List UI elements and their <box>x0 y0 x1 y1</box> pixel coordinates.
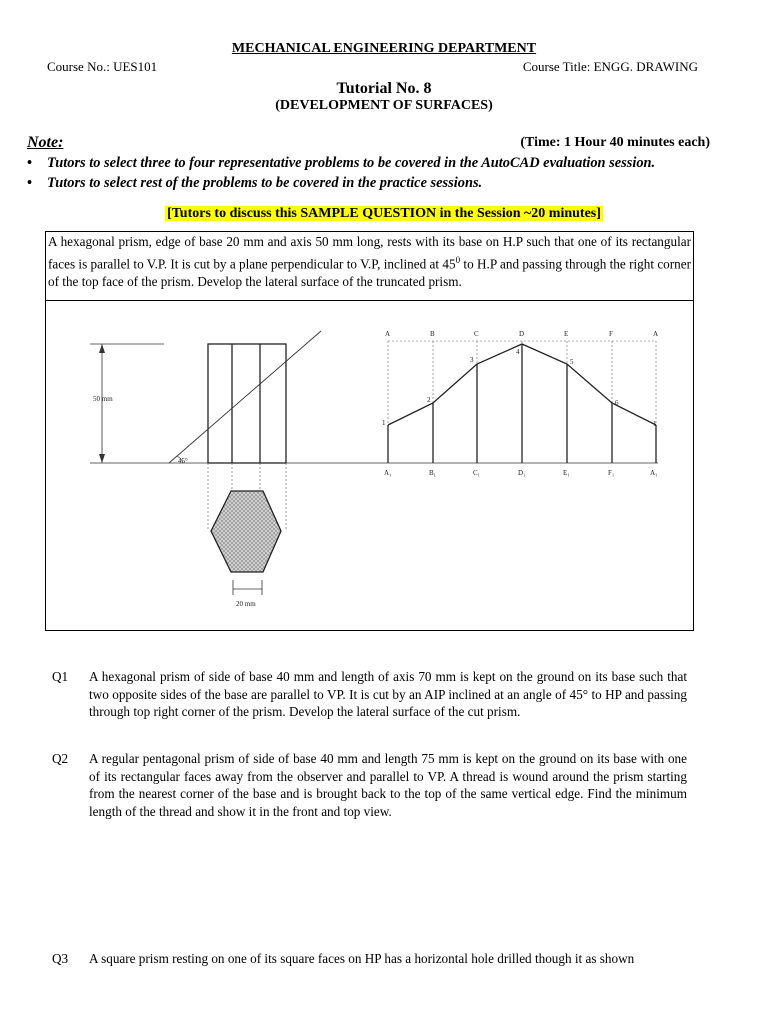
label-C: C <box>474 330 479 338</box>
question-text: A hexagonal prism of side of base 40 mm and length of axis 70 mm is kept on the ground on its base such that two opposite sides of the base are parallel to VP. It is cut by an AIP inclined at an angle of 45° to HP and passing through top right corner of the prism. Develop the lateral surface of the cut prism. <box>89 669 687 719</box>
question-text: A square prism resting on one of its square faces on HP has a horizontal hole drilled though it as shown <box>89 951 635 966</box>
note-bullet-text: Tutors to select rest of the problems to be covered in the practice sessions. <box>47 175 483 191</box>
degree-superscript: 0 <box>455 255 461 265</box>
label-E1: E₁ <box>563 469 570 477</box>
label-B: B <box>430 330 435 338</box>
point-5: 5 <box>570 358 574 366</box>
question-number: Q1 <box>52 669 69 684</box>
label-A1: A₁ <box>384 469 392 477</box>
course-number: Course No.: UES101 <box>47 59 158 74</box>
edge-dimension <box>233 580 262 608</box>
point-1: 1 <box>382 419 386 427</box>
point-2: 2 <box>427 396 431 404</box>
label-F: F <box>609 330 613 338</box>
question-text: A regular pentagonal prism of side of base 40 mm and length 75 mm is kept on the ground on its base with one of its rectangular faces away from the observer and parallel to VP. A thread is wound around the prism starting from the nearest corner of the base and is brought back to the top of the same vertical edge. Find the minimum length of the thread and show it in the front and top view. <box>89 751 687 819</box>
question-number: Q2 <box>52 751 69 766</box>
tutorial-subtitle: (DEVELOPMENT OF SURFACES) <box>275 98 493 113</box>
front-view <box>169 331 321 465</box>
top-view-hexagon <box>211 491 281 572</box>
sample-text-part: A hexagonal prism, edge of base 20 mm and axis 50 mm long, rests with its base on H.P such that one of its rectangular faces is parallel to V.P. It is cut by a plane perpendicular to V.P, inclined at 45 <box>48 234 691 272</box>
point-1-end: 1 <box>653 420 657 428</box>
edge-dim-label: 20 mm <box>236 600 256 608</box>
bullet-dot: • <box>27 155 33 171</box>
point-6: 6 <box>615 399 619 407</box>
note-bullet-1 <box>27 155 655 172</box>
height-dimension <box>90 344 164 463</box>
label-D: D <box>519 330 525 338</box>
label-F1: F₁ <box>608 469 615 477</box>
label-C1: C₁ <box>473 469 481 477</box>
tutorial-title: Tutorial No. 8 <box>336 80 432 97</box>
sample-banner-text: [Tutors to discuss this SAMPLE QUESTION in the Session ~20 minutes] <box>167 206 601 221</box>
bullet-dot: • <box>27 175 33 191</box>
point-4: 4 <box>516 348 520 356</box>
note-bullet-2 <box>27 175 482 192</box>
sample-banner <box>0 206 768 222</box>
note-bullet-text: Tutors to select three to four representative problems to be covered in the AutoCAD evaluation session. <box>47 155 656 171</box>
department-heading: MECHANICAL ENGINEERING DEPARTMENT <box>231 41 537 56</box>
development <box>382 330 658 477</box>
label-A: A <box>385 330 391 338</box>
sample-text-part: to H.P and passing through the right corner of the top face of the prism. Develop the lateral surface of the truncated prism. <box>48 256 691 290</box>
point-3: 3 <box>470 356 474 364</box>
label-A1-end: A₁ <box>650 469 658 477</box>
label-D1: D₁ <box>518 469 526 477</box>
note-label: Note: <box>27 134 64 151</box>
cutting-plane-line <box>169 331 321 463</box>
height-dim-label: 50 mm <box>93 395 113 403</box>
label-B1: B₁ <box>429 469 437 477</box>
label-A-end: A <box>653 330 659 338</box>
label-E: E <box>564 330 569 338</box>
time-allocation: (Time: 1 Hour 40 minutes each) <box>520 135 710 150</box>
development-drawing <box>46 301 695 632</box>
sample-figure-box <box>45 300 694 631</box>
angle-label: 45° <box>178 457 188 465</box>
sample-question-text <box>48 233 691 291</box>
question-number: Q3 <box>52 951 69 966</box>
sample-question-box <box>45 231 694 301</box>
course-title: Course Title: ENGG. DRAWING <box>522 59 698 74</box>
